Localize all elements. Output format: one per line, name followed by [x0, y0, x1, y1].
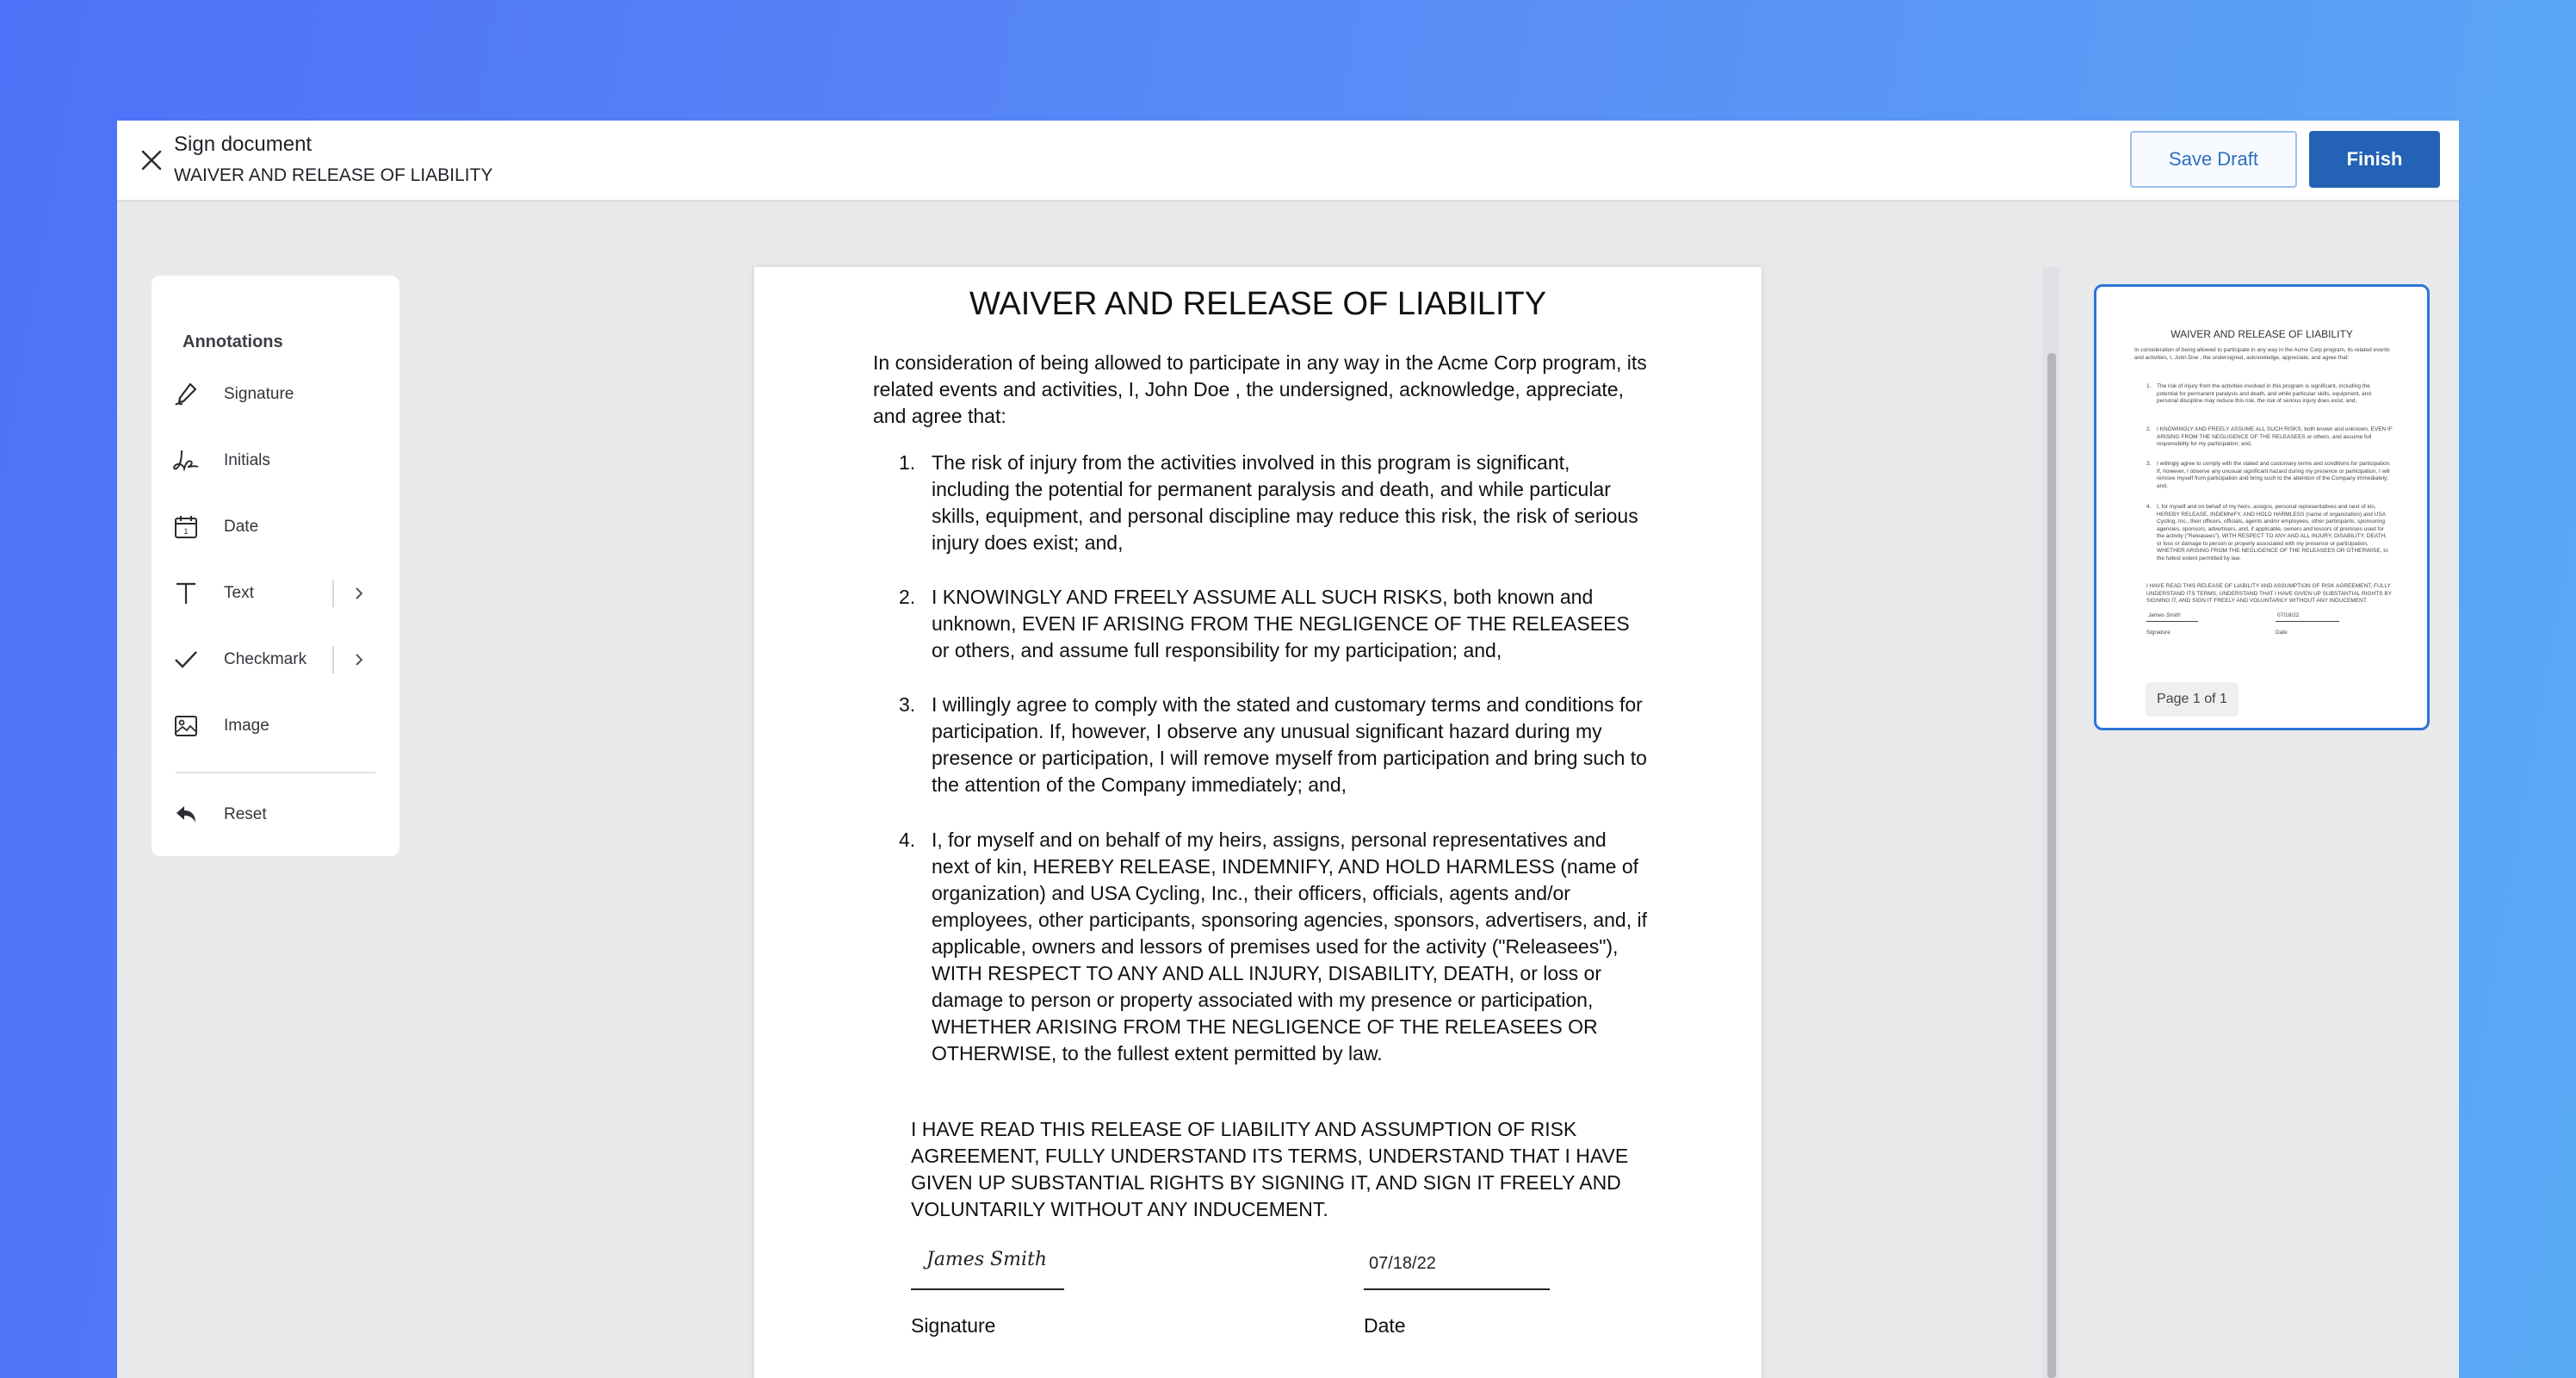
list-text: I KNOWINGLY AND FREELY ASSUME ALL SUCH RISKS, both known and unknown, EVEN IF ARISING FROM THE NEGLIGENCE OF THE RELEASEES or others, and assume full responsibility for my participation; and,: [932, 586, 1630, 661]
signature-field[interactable]: James Smith: [926, 1249, 1048, 1270]
close-icon: [140, 149, 163, 171]
page-title: Sign document: [174, 133, 313, 156]
acknowledgement-text: I HAVE READ THIS RELEASE OF LIABILITY AND ASSUMPTION OF RISK AGREEMENT, FULLY UNDERSTAND ITS TERMS, UNDERSTAND THAT I HAVE GIVEN UP SUBSTANTIAL RIGHTS BY SIGNING IT, AND SIGN IT FREELY AND VOLUNTARILY WITHOUT ANY INDUCEMENT.: [911, 1118, 1629, 1220]
signature-line: [911, 1288, 1064, 1290]
annotation-text[interactable]: [169, 568, 382, 619]
annotation-label: Text: [224, 584, 254, 602]
list-number: 1.: [899, 451, 916, 474]
document-name: WAIVER AND RELEASE OF LIABILITY: [174, 165, 493, 185]
pen-icon: [169, 377, 203, 412]
thumbnail-signature-label: Signature: [2146, 630, 2170, 636]
thumbnail-number: 3.: [2146, 461, 2152, 467]
finish-button[interactable]: Finish: [2309, 131, 2440, 188]
initials-icon: [169, 444, 203, 478]
thumbnail-number: 1.: [2146, 383, 2152, 389]
thumbnail-item: I, for myself and on behalf of my heirs, assigns, personal representatives and next of kin, HEREBY RELEASE, INDEMNIFY, AND HOLD HARMLESS (name of organization) and USA Cycling, Inc., their officers, officials, agents and/or employees, other participants, sponsoring agencies, sponsors, advertisers, and, if applicable, owners and lessors of premises used for the activity ("Releasees"), WITH RESPECT TO ANY AND ALL INJURY, DISABILITY, DEATH, or loss or damage to person or property associated with my presence or participation, WHETHER ARISING FROM THE NEGLIGENCE OF THE RELEASEES OR OTHERWISE, to the fullest extent permitted by law.: [2157, 504, 2388, 562]
chevron-right-icon: [354, 653, 364, 667]
separator: [332, 580, 334, 607]
divider: [176, 772, 375, 773]
annotation-label: Date: [224, 518, 259, 536]
annotation-initials[interactable]: [169, 435, 382, 487]
document-intro: In consideration of being allowed to participate in any way in the Acme Corp program, its related events and activities, I, John Doe , the undersigned, acknowledge, appreciate, and agree that:: [873, 351, 1647, 427]
annotation-checkmark[interactable]: [169, 634, 382, 686]
thumbnail-acknowledgement: I HAVE READ THIS RELEASE OF LIABILITY AND ASSUMPTION OF RISK AGREEMENT, FULLY UNDERSTAND ITS TERMS, UNDERSTAND THAT I HAVE GIVEN UP SUBSTANTIAL RIGHTS BY SIGNING IT, AND SIGN IT FREELY AND VOLUNTARILY WITHOUT ANY INDUCEMENT.: [2146, 583, 2392, 604]
page-indicator: Page 1 of 1: [2146, 682, 2239, 717]
sign-document-window: [117, 121, 2459, 1378]
annotation-label: Signature: [224, 385, 294, 403]
list-number: 2.: [899, 586, 916, 608]
text-icon: [169, 576, 203, 611]
thumbnail-intro: In consideration of being allowed to participate in any way in the Acme Corp program, its related events and activities, I, John Doe , the undersigned, acknowledge, appreciate, and agree that:: [2134, 347, 2390, 361]
date-field[interactable]: 07/18/22: [1369, 1254, 1436, 1273]
scrollbar-thumb[interactable]: [2047, 353, 2056, 1378]
thumbnail-number: 4.: [2146, 504, 2152, 510]
checkmark-options-button[interactable]: [348, 648, 370, 672]
top-bar: [117, 121, 2459, 202]
list-text: I willingly agree to comply with the stated and customary terms and conditions for participation. If, however, I observe any unusual significant hazard during my presence or participation, I will remove myself from participation and bring such to the attention of the Company immediately; and,: [932, 693, 1647, 796]
reset-label: Reset: [224, 805, 267, 823]
image-icon: [169, 709, 203, 743]
separator: [332, 646, 334, 673]
thumbnail-date-label: Date: [2276, 630, 2288, 636]
annotation-date[interactable]: [169, 501, 382, 553]
thumbnail-item: I KNOWINGLY AND FREELY ASSUME ALL SUCH RISKS, both known and unknown, EVEN IF ARISING FROM THE NEGLIGENCE OF THE RELEASEES or others, and assume full responsibility for my participation; and,: [2157, 426, 2393, 447]
annotation-image[interactable]: [169, 700, 382, 752]
thumbnail-item: I willingly agree to comply with the stated and customary terms and conditions for participation. If, however, I observe any unusual significant hazard during my presence or participation, I will remove myself from participation and bring such to the attention of the Company immediately; and,: [2157, 461, 2392, 489]
checkmark-icon: [169, 642, 203, 677]
list-text: The risk of injury from the activities involved in this program is significant, including the potential for permanent paralysis and death, and while particular skills, equipment, and personal discipline may reduce this risk, the risk of serious injury does exist; and,: [932, 451, 1638, 554]
annotations-panel: [152, 276, 399, 856]
list-number: 4.: [899, 829, 916, 851]
thumbnail-title: WAIVER AND RELEASE OF LIABILITY: [2170, 328, 2353, 340]
signature-label: Signature: [911, 1314, 996, 1337]
annotations-heading: Annotations: [183, 332, 283, 351]
thumbnail-date: 07/18/22: [2277, 612, 2300, 618]
date-label: Date: [1364, 1314, 1406, 1337]
annotation-signature[interactable]: [169, 369, 382, 420]
date-line: [1364, 1288, 1550, 1290]
svg-text:1: 1: [183, 527, 189, 536]
thumbnail-preview: [2108, 299, 2415, 704]
annotation-label: Checkmark: [224, 650, 307, 668]
annotation-label: Image: [224, 717, 269, 735]
calendar-icon: [169, 510, 203, 544]
thumbnail-signature-line: [2146, 621, 2198, 622]
annotation-label: Initials: [224, 451, 270, 469]
undo-icon: [169, 798, 203, 832]
thumbnail-date-line: [2276, 621, 2339, 622]
list-number: 3.: [899, 693, 916, 716]
document-page: [754, 267, 1762, 1378]
document-title: WAIVER AND RELEASE OF LIABILITY: [969, 286, 1547, 322]
reset-button[interactable]: [169, 789, 382, 841]
save-draft-button[interactable]: Save Draft: [2130, 131, 2297, 188]
page-thumbnail[interactable]: [2094, 284, 2430, 730]
chevron-right-icon: [354, 587, 364, 600]
close-button[interactable]: [134, 143, 169, 177]
thumbnail-number: 2.: [2146, 426, 2152, 432]
thumbnail-item: The risk of injury from the activities involved in this program is significant, including the potential for permanent paralysis and death, and while particular skills, equipment, and personal discipline may reduce this risk, the risk of serious injury does exist; and,: [2157, 383, 2371, 404]
list-text: I, for myself and on behalf of my heirs, assigns, personal representatives and next of kin, HEREBY RELEASE, INDEMNIFY, AND HOLD HARMLESS (name of organization) and USA Cycling, Inc., their officers, officials, agents and/or employees, other participants, sponsoring agencies, sponsors, advertisers, and, if applicable, owners and lessors of premises used for the activity ("Releasees"), WITH RESPECT TO ANY AND ALL INJURY, DISABILITY, DEATH, or loss or damage to person or property associated with my presence or participation, WHETHER ARISING FROM THE NEGLIGENCE OF THE RELEASEES OR OTHERWISE, to the fullest extent permitted by law.: [932, 829, 1647, 1065]
thumbnail-signature: James Smith: [2148, 612, 2181, 618]
text-options-button[interactable]: [348, 581, 370, 605]
